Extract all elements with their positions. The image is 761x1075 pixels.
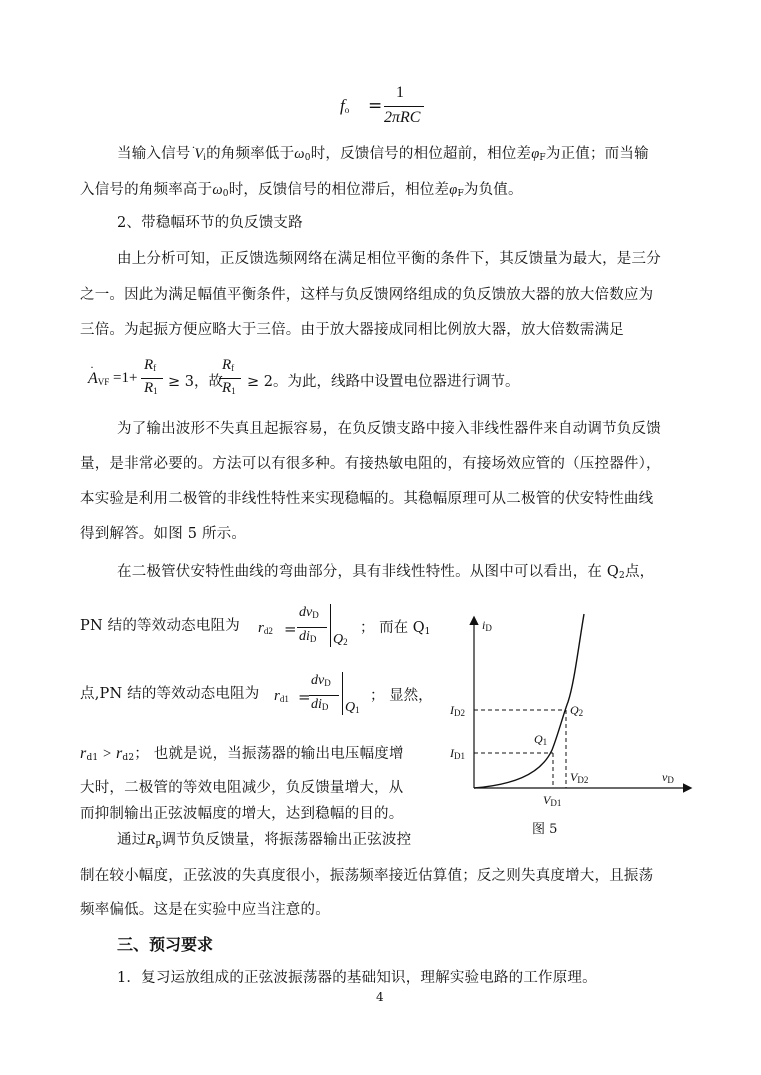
fo-fraction-bar	[384, 106, 424, 107]
rd1-lhs: $r_{d1}$	[274, 688, 289, 704]
avf-ge2: ≥ 2。为此，线路中设置电位器进行调节。	[247, 374, 520, 390]
avf-a: · $A_{VF}$	[88, 360, 110, 387]
avf-ge1: ≥ 3，故	[168, 374, 223, 390]
para2-line2: 之一。因此为满足幅值平衡条件，这样与负反馈网络组成的负反馈放大器的放大倍数应为	[80, 287, 654, 303]
para3-line1: 为了输出波形不失真且起振容易，在负反馈支路中接入非线性器件来自动调节负反馈	[117, 421, 661, 437]
iv-curve	[474, 614, 584, 788]
page-number: 4	[376, 990, 384, 1004]
para2-line1: 由上分析可知，正反馈选频网络在满足相位平衡的条件下，其反馈量为最大，是三分	[117, 251, 661, 267]
avf-num1: $R_f$	[144, 357, 157, 373]
avf-bar1	[141, 378, 163, 379]
section-2-title: 2、带稳幅环节的负反馈支路	[117, 215, 303, 231]
para2-line3: 三倍。为起振方便应略大于三倍。由于放大器接成同相比例放大器，放大倍数需满足	[80, 322, 624, 338]
para4-line1: 在二极管伏安特性曲线的弯曲部分，具有非线性特性。从图中可以看出，在 $Q_2$点，	[117, 564, 655, 581]
prep-item-1: 1．复习运放组成的正弦波振荡器的基础知识，理解实验电路的工作原理。	[117, 970, 597, 986]
para1-line2: 入信号的角频率高于$\omega_0$时，反馈信号的相位滞后，相位差$\varphi_F$为负值。	[80, 182, 523, 199]
fo-lhs: $f_o$	[340, 96, 350, 115]
rd1-q1: $Q_1$	[345, 700, 360, 715]
para3-line2: 量，是非常必要的。方法可以有很多种。有接热敏电阻的，有接场效应管的（压控器件），	[80, 456, 661, 472]
rd2-q2: $Q_2$	[333, 632, 348, 647]
vd2-label: $V_{D2}$	[570, 770, 589, 785]
fo-eq: =	[368, 96, 383, 116]
avf-bar2	[219, 378, 241, 379]
avf-den2: $R_1$	[222, 380, 236, 396]
rd1-tail: ； 显然，	[370, 688, 433, 704]
para5-line6: 通过$R_p$调节负反馈量，将振荡器输出正弦波控	[117, 832, 412, 849]
para3-line4: 得到解答。如图 5 所示。	[80, 526, 247, 542]
para3-line3: 本实验是利用二极管的非线性特性来实现稳幅的。其稳幅原理可从二极管的伏安特性曲线	[80, 491, 654, 507]
avf-den1: $R_1$	[144, 380, 158, 396]
avf-eq: =1+	[113, 370, 138, 386]
id2-label: $I_{D2}$	[450, 703, 465, 718]
para5-line4: 大时，二极管的等效电阻减少，负反馈量增大，从	[80, 780, 404, 796]
vd1-label: $V_{D1}$	[543, 793, 562, 808]
id1-label: $I_{D1}$	[450, 746, 465, 761]
x-axis-label: $v_D$	[662, 770, 674, 785]
para1-line1: 当输入信号 · $V_i$的角频率低于$\omega_0$时，反馈信号的相位超前，相位差$\varphi_F$为正值；而当输	[117, 140, 649, 163]
rd1-bar	[309, 695, 339, 696]
rd2-eval-bar	[330, 604, 331, 647]
rd2-eq: =	[284, 620, 297, 638]
rd2-tail: ； 而在 $Q_1$	[360, 620, 431, 637]
q1-label: $Q_1$	[534, 732, 548, 747]
para5-line3: $r_{d1} > r_{d2}$； 也就是说，当振荡器的输出电压幅度增	[80, 745, 404, 763]
rd1-num: $dv_D$	[311, 673, 331, 688]
y-axis-label: $i_D$	[482, 618, 492, 633]
figure-caption: 图 5	[532, 822, 558, 837]
rd2-den: $di_D$	[299, 629, 317, 644]
fo-num: 1	[396, 84, 404, 101]
para5-line2: 点,PN 结的等效动态电阻为	[80, 686, 260, 702]
fo-den: 2πRC	[384, 109, 421, 126]
para5-line1: PN 结的等效动态电阻为	[80, 618, 240, 634]
rd1-eval-bar	[342, 672, 343, 715]
rd1-den: $di_D$	[311, 697, 329, 712]
q2-label: $Q_2$	[570, 703, 584, 718]
section-3-title: 三、预习要求	[117, 935, 214, 954]
para6-line2: 频率偏低。这是在实验中应当注意的。	[80, 902, 330, 918]
para5-line5: 而抑制输出正弦波幅度的增大，达到稳幅的目的。	[80, 806, 404, 822]
rd2-num: $dv_D$	[299, 605, 319, 620]
rd2-lhs: $r_{d2}$	[258, 620, 273, 636]
figure-5	[440, 600, 700, 840]
rd1-eq: =	[298, 688, 311, 706]
avf-num2: $R_f$	[222, 357, 235, 373]
para6-line1: 制在较小幅度，正弦波的失真度很小，振荡频率接近估算值；反之则失真度增大，且振荡	[80, 868, 654, 884]
rd2-bar	[297, 627, 327, 628]
